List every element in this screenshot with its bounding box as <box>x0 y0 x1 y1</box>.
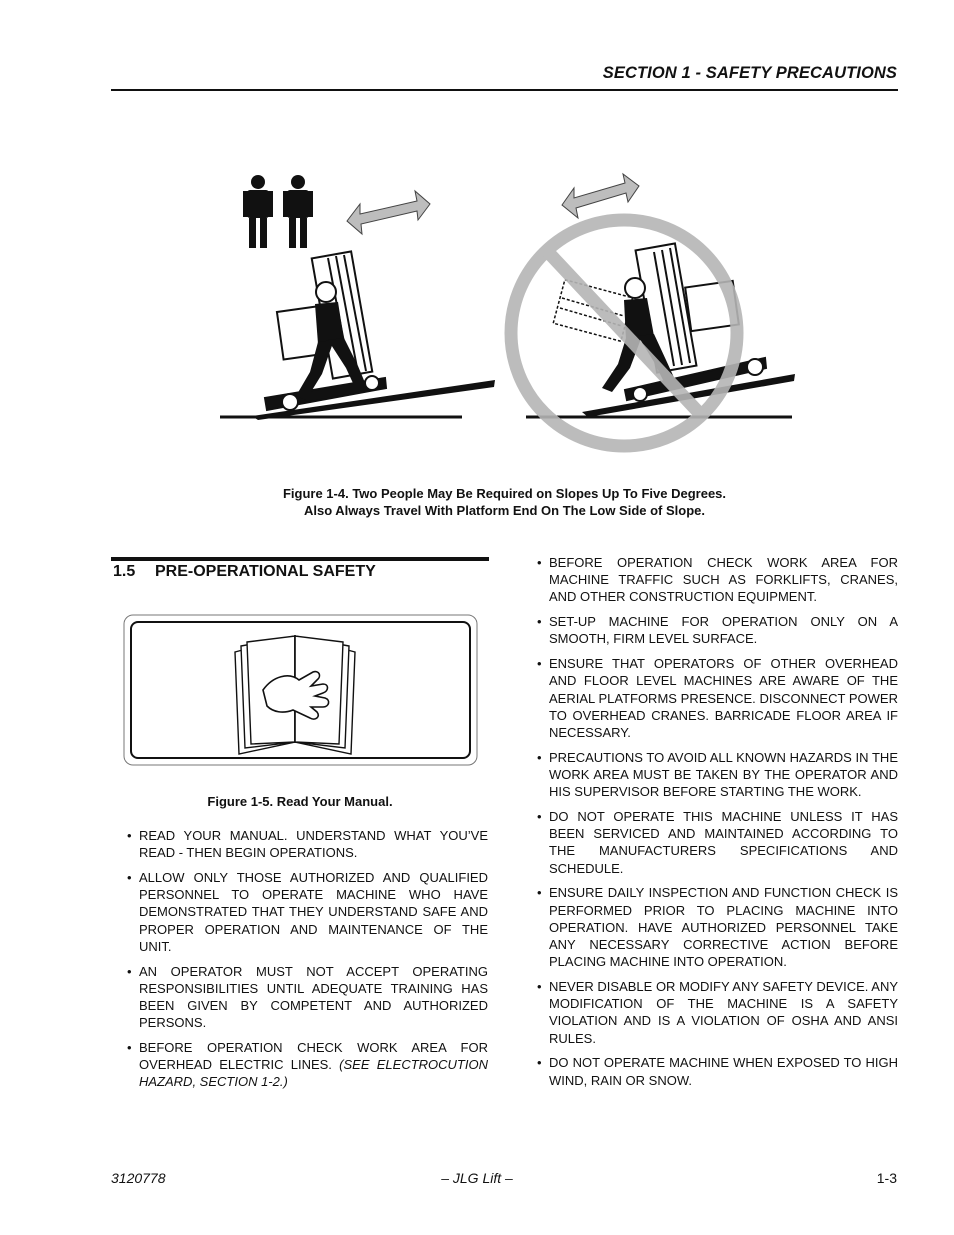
list-item: • DO NOT OPERATE THIS MACHINE UNLESS IT HAS BEEN SERVICED AND MAINTAINED ACCORDING TO THE MANUFACTURERS SPECIFICATIONS AND SCHEDULE. <box>538 808 898 877</box>
section-header-title: SECTION 1 - SAFETY PRECAUTIONS <box>602 64 897 82</box>
read-manual-illustration <box>123 614 478 766</box>
section-heading <box>113 563 376 581</box>
section-heading-rule <box>111 557 489 561</box>
list-item: • BEFORE OPERATION CHECK WORK AREA FOR MACHINE TRAFFIC SUCH AS FORKLIFTS, CRANES, AND OTHER CONSTRUCTION EQUIPMENT. <box>538 554 898 606</box>
prohibition-icon <box>511 220 737 446</box>
list-item: • DO NOT OPERATE MACHINE WHEN EXPOSED TO HIGH WIND, RAIN OR SNOW. <box>538 1054 898 1088</box>
footer-brand: – JLG Lift – <box>441 1170 513 1186</box>
double-arrow-icon <box>347 191 430 234</box>
list-item: • AN OPERATOR MUST NOT ACCEPT OPERATING RESPONSIBILITIES UNTIL ADEQUATE TRAINING HAS BEEN GIVEN BY COMPETENT AND AUTHORIZED PERSONS. <box>128 963 488 1032</box>
footer-page-number: 1-3 <box>876 1170 897 1186</box>
list-item: • BEFORE OPERATION CHECK WORK AREA FOR OVERHEAD ELECTRIC LINES. (SEE ELECTROCUTION HAZARD, SECTION 1-2.) <box>128 1039 488 1091</box>
two-people-icon <box>243 175 313 248</box>
section-title: PRE-OPERATIONAL SAFETY <box>155 563 376 580</box>
figure-1-4-caption <box>111 485 898 519</box>
header-rule <box>111 89 898 91</box>
section-number: 1.5 <box>113 563 136 580</box>
list-item: • READ YOUR MANUAL. UNDERSTAND WHAT YOU’VE READ - THEN BEGIN OPERATIONS. <box>128 827 488 861</box>
right-column-bullet-list <box>538 554 898 1096</box>
list-item: • SET-UP MACHINE FOR OPERATION ONLY ON A SMOOTH, FIRM LEVEL SURFACE. <box>538 613 898 647</box>
footer-document-number: 3120778 <box>111 1170 166 1186</box>
double-arrow-icon-right <box>562 174 639 218</box>
figure-1-4-caption-line1: Figure 1-4. Two People May Be Required on Slopes Up To Five Degrees. <box>282 486 727 501</box>
list-item: • ENSURE THAT OPERATORS OF OTHER OVERHEAD AND FLOOR LEVEL MACHINES ARE AWARE OF THE AERIAL PLATFORMS PRESENCE. DISCONNECT POWER TO OVERHEAD CRANES. BARRICADE FLOOR AREA IF NECESSARY. <box>538 655 898 741</box>
figure-1-4-caption-line2: Also Always Travel With Platform End On The Low Side of Slope. <box>303 503 705 518</box>
figure-1-5-caption: Figure 1-5. Read Your Manual. <box>207 794 393 809</box>
list-item: • ALLOW ONLY THOSE AUTHORIZED AND QUALIFIED PERSONNEL TO OPERATE MACHINE WHO HAVE DEMONSTRATED THAT THEY UNDERSTAND SAFE AND PROPER OPERATION AND MAINTENANCE OF THE UNIT. <box>128 869 488 955</box>
list-item: • ENSURE DAILY INSPECTION AND FUNCTION CHECK IS PERFORMED PRIOR TO PLACING MACHINE INTO OPERATION. HAVE AUTHORIZED PERSONNEL TAKE ANY NECESSARY CORRECTIVE ACTION BEFORE PLACING MACHINE INTO OPERATION. <box>538 884 898 970</box>
left-column-bullet-list <box>128 827 488 1098</box>
list-item: • NEVER DISABLE OR MODIFY ANY SAFETY DEVICE. ANY MODIFICATION OF THE MACHINE IS A SAFETY VIOLATION AND IS A VIOLATION OF OSHA AND ANSI RULES. <box>538 978 898 1047</box>
list-item: • PRECAUTIONS TO AVOID ALL KNOWN HAZARDS IN THE WORK AREA MUST BE TAKEN BY THE OPERATOR AND HIS SUPERVISOR BEFORE STARTING THE WORK. <box>538 749 898 801</box>
cross-reference: (SEE ELECTROCUTION HAZARD, SECTION 1-2.) <box>139 1057 488 1090</box>
slope-travel-illustration <box>210 168 810 458</box>
